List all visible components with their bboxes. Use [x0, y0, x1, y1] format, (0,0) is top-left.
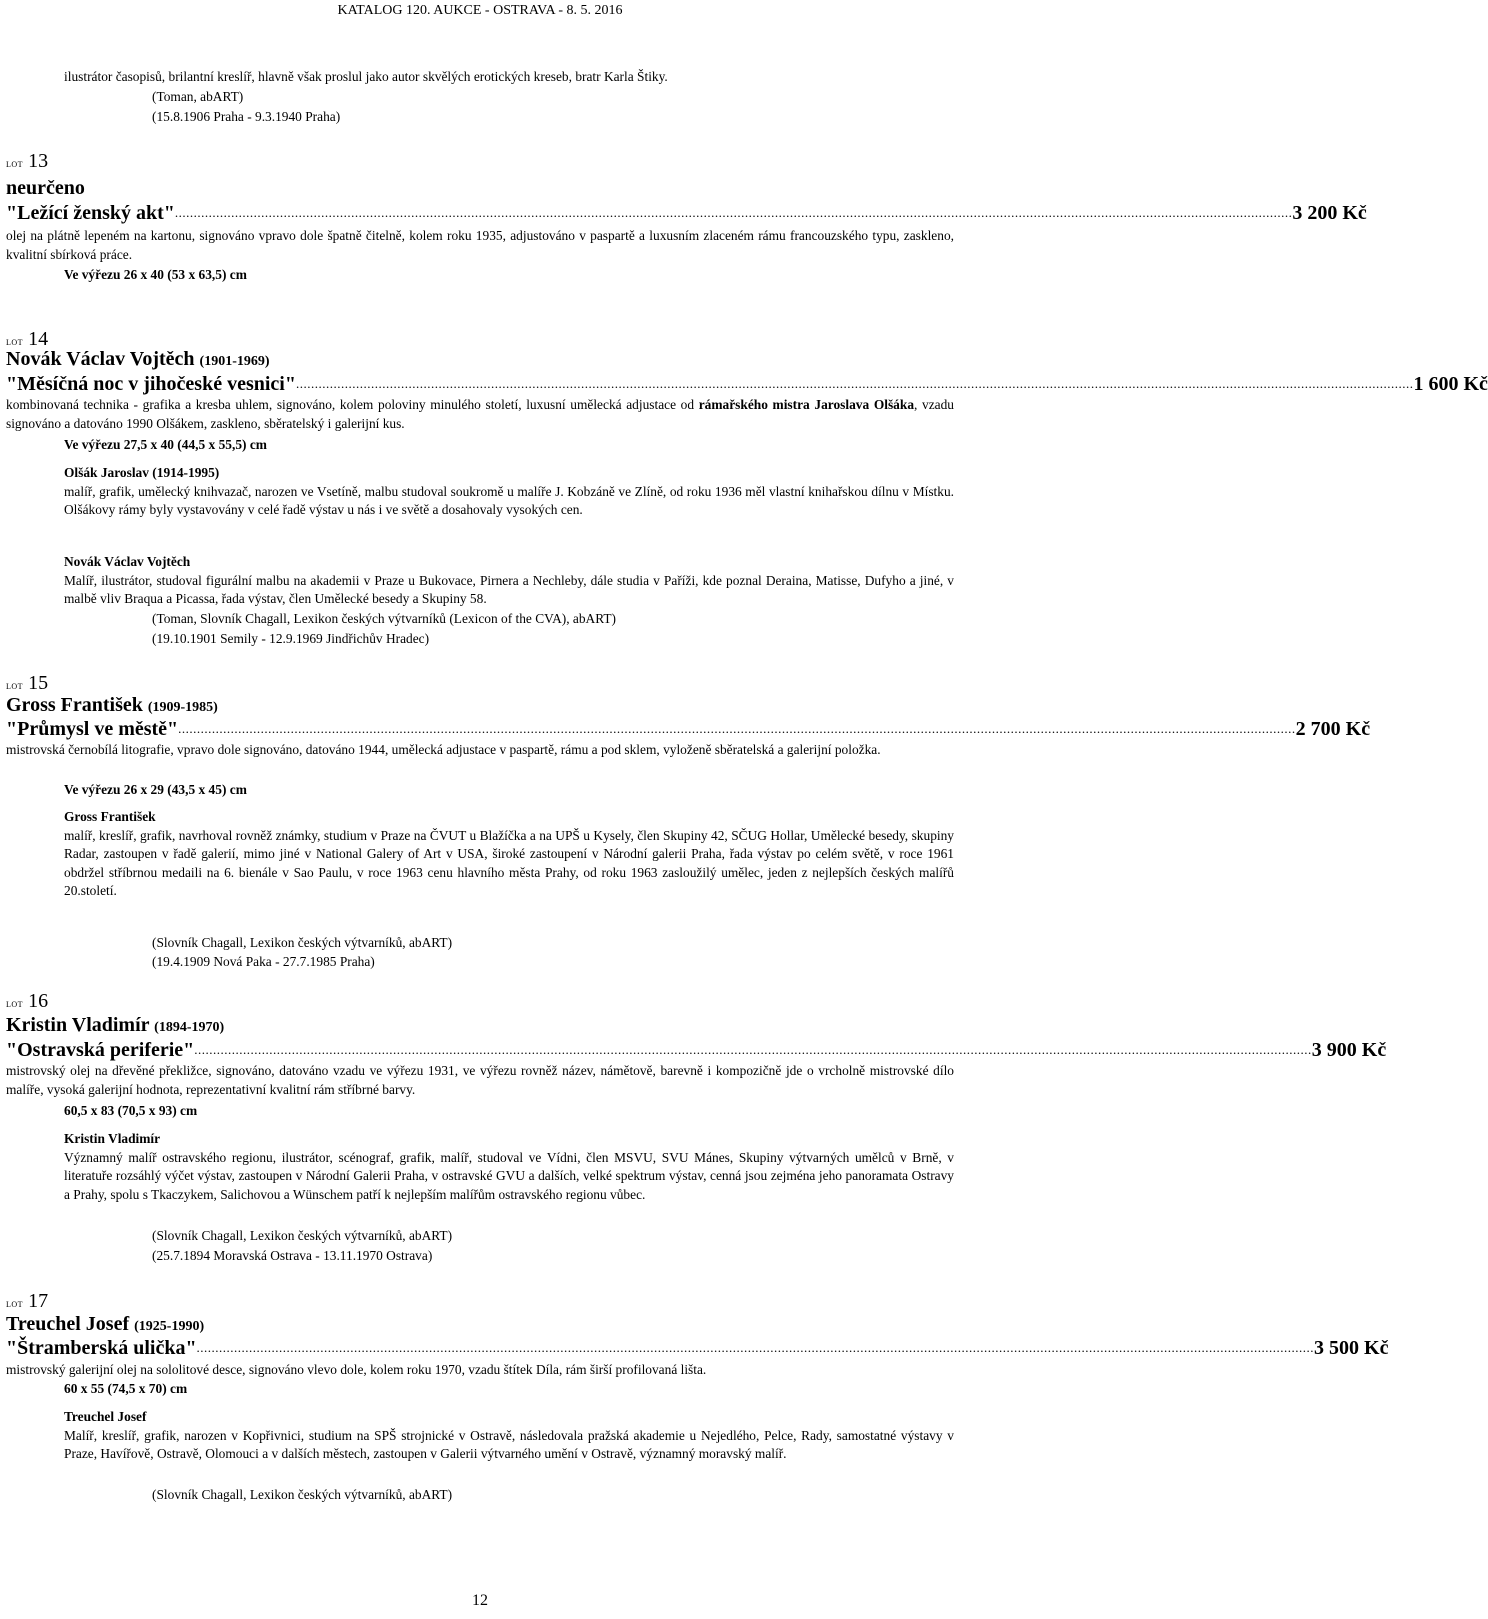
bio-name: Novák Václav Vojtěch: [64, 554, 191, 569]
lot-13-heading: [6, 150, 48, 176]
lot-17-artist: [6, 1313, 204, 1338]
artist-name: Gross František: [6, 694, 143, 716]
leader-dots: ..........................................................................................................................................................................................................................................................................................................: [295, 376, 1414, 391]
lot-title: "Průmysl ve městě": [6, 718, 179, 740]
lot-title: "Měsíčná noc v jihočeské vesnici": [6, 373, 296, 395]
lot-14-title-row: [6, 373, 1488, 395]
lot-16-reference: (Slovník Chagall, Lexikon českých výtvarníků, abART): [152, 1228, 453, 1243]
artist-name: Treuchel Josef: [6, 1313, 130, 1335]
description-text: kombinovaná technika - grafika a kresba uhlem, signováno, kolem poloviny minulého století, luxusní umělecká adjustace od: [6, 397, 699, 412]
bio-name: Treuchel Josef: [64, 1409, 147, 1424]
description-text: , vzadu signováno a datováno 1990 Olšákem, zaskleno, sběratelský i galerijní kus.: [6, 397, 954, 431]
lot-15-description: mistrovská černobílá litografie, vpravo dole signováno, datováno 1944, umělecká adjustace v paspartě, rámu a pod sklem, vyloženě sběratelská a galerijní položka.: [6, 742, 881, 757]
lot-16-title-row: [6, 1039, 1387, 1061]
lot-label: LOT: [6, 160, 24, 169]
lot-17-description: mistrovský galerijní olej na sololitové desce, signováno vlevo dole, kolem roku 1970, vzadu štítek Díla, rám širší profilovaná lišta.: [6, 1362, 707, 1377]
lot-14-description: [6, 396, 954, 433]
lot-14-bio-olsak: [64, 464, 954, 520]
leader-dots: ..........................................................................................................................................................................................................................................................................................................: [174, 205, 1293, 220]
intro-dates: (15.8.1906 Praha - 9.3.1940 Praha): [152, 109, 341, 124]
lot-14-dimensions: Ve výřezu 27,5 x 40 (44,5 x 55,5) cm: [64, 437, 267, 452]
lot-16-bio: [64, 1130, 954, 1204]
lot-16-artist: [6, 1014, 224, 1039]
bio-name: Kristin Vladimír: [64, 1131, 161, 1146]
lot-title: "Ležící ženský akt": [6, 202, 175, 224]
artist-years: (1925-1990): [134, 1319, 205, 1334]
lot-15-dimensions: Ve výřezu 26 x 29 (43,5 x 45) cm: [64, 782, 247, 797]
lot-16-dates: (25.7.1894 Moravská Ostrava - 13.11.1970 Ostrava): [152, 1248, 433, 1263]
lot-17-reference: (Slovník Chagall, Lexikon českých výtvarníků, abART): [152, 1487, 453, 1502]
bio-text: Malíř, ilustrátor, studoval figurální malbu na akademii v Praze u Bukovace, Pirnera a Nechleby, dále studia v Paříži, kde poznal Deraina, Matisse, Dufyho a jiné, v malbě vliv Braqua a Picassa, řada výstav, člen Umělecké besedy a Skupiny 58.: [64, 572, 954, 606]
lot-label: LOT: [6, 338, 24, 347]
lot-14-artist: [6, 348, 270, 373]
lot-title: "Štramberská ulička": [6, 1337, 197, 1359]
lot-13-dimensions: Ve výřezu 26 x 40 (53 x 63,5) cm: [64, 267, 247, 282]
artist-name: Kristin Vladimír: [6, 1014, 150, 1036]
bio-name: Gross František: [64, 809, 156, 824]
lot-16-dimensions: 60,5 x 83 (70,5 x 93) cm: [64, 1103, 198, 1118]
leader-dots: ..........................................................................................................................................................................................................................................................................................................: [196, 1340, 1315, 1355]
lot-price: 2 700 Kč: [1295, 718, 1371, 740]
bio-text: malíř, grafik, umělecký knihvazač, narozen ve Vsetíně, malbu studoval soukromě u malíře J. Kobzáně ve Zlíně, od roku 1936 měl vlastní knihařskou dílnu v Místku. Olšákovy rámy byly vystavovány v celé řadě výstav u nás i ve světě a dosahovaly vysokých cen.: [64, 483, 954, 517]
artist-years: (1901-1969): [199, 354, 270, 369]
lot-number: 13: [28, 150, 49, 172]
lot-title: "Ostravská periferie": [6, 1039, 195, 1061]
lot-15-title-row: [6, 718, 1371, 740]
lot-17-title-row: [6, 1337, 1389, 1359]
leader-dots: ..........................................................................................................................................................................................................................................................................................................: [178, 721, 1296, 736]
lot-14-dates: (19.10.1901 Semily - 12.9.1969 Jindřichův Hradec): [152, 631, 430, 646]
lot-17-dimensions: 60 x 55 (74,5 x 70) cm: [64, 1381, 188, 1396]
lot-15-bio: [64, 808, 954, 901]
description-bold: rámařského mistra Jaroslava Olšáka: [698, 397, 915, 412]
lot-15-reference: (Slovník Chagall, Lexikon českých výtvarníků, abART): [152, 935, 453, 950]
lot-number: 17: [28, 1290, 49, 1312]
bio-name: Olšák Jaroslav (1914-1995): [64, 465, 220, 480]
lot-price: 3 900 Kč: [1311, 1039, 1387, 1061]
artist-years: (1894-1970): [154, 1020, 225, 1035]
lot-label: LOT: [6, 682, 24, 691]
lot-17-bio: [64, 1408, 954, 1464]
lot-15-artist: [6, 694, 218, 719]
lot-13-artist: neurčeno: [6, 177, 85, 199]
intro-line: ilustrátor časopisů, brilantní kreslíř, hlavně však proslul jako autor skvělých erotických kreseb, bratr Karla Štiky.: [64, 69, 668, 84]
lot-number: 16: [28, 990, 49, 1012]
lot-number: 14: [28, 328, 49, 350]
lot-14-bio-novak: [64, 553, 954, 609]
lot-number: 15: [28, 672, 49, 694]
lot-label: LOT: [6, 1300, 24, 1309]
lot-15-dates: (19.4.1909 Nová Paka - 27.7.1985 Praha): [152, 954, 375, 969]
artist-name: Novák Václav Vojtěch: [6, 348, 195, 370]
lot-13-title-row: [6, 202, 1367, 224]
lot-13-description: olej na plátně lepeném na kartonu, signováno vpravo dole špatně čitelně, kolem roku 1935, adjustováno v paspartě a luxusním zlaceném rámu francouzského typu, zaskleno, kvalitní sbírková práce.: [6, 228, 954, 262]
bio-text: Významný malíř ostravského regionu, ilustrátor, scénograf, grafik, malíř, studoval ve Vídni, člen MSVU, SVU Mánes, Skupiny výtvarných umělců v Brně, v literatuře rozsáhlý výčet výstav, zastoupen v Národní Galerii Praha, v ostravské GVU a dalších, velké spektrum výstav, cenná jsou zejména jeho panoramata Ostravy a Prahy, spolu s Tkaczykem, Salichovou a Wünschem patří k nejlepším malířům ostravského regionu vůbec.: [64, 1149, 954, 1202]
lot-price: 3 500 Kč: [1314, 1337, 1389, 1359]
artist-years: (1909-1985): [147, 700, 218, 715]
catalog-header: KATALOG 120. AUKCE - OSTRAVA - 8. 5. 2016: [337, 3, 623, 18]
bio-text: malíř, kreslíř, grafik, navrhoval rovněž známky, studium v Praze na ČVUT u Blažíčka a na UPŠ u Kysely, člen Skupiny 42, SČUG Hollar, Umělecké besedy, skupiny Radar, zastoupen v řadě galerií, mimo jiné v National Galery of Art v USA, široké zastoupení v Národní galerii Praha, řada výstav po celém světě, v roce 1961 obdržel stříbrnou medaili na 6. bienále v Sao Paulu, v roce 1963 cenu hlavního města Prahy, od roku 1963 zasloužilý umělec, jeden z nejlepších českých malířů 20.století.: [64, 827, 954, 898]
lot-16-description: mistrovský olej na dřevěné překližce, signováno, datováno vzadu ve výřezu 1931, ve výřezu rovněž název, námětově, barevně i kompozičně jde o vrcholně mistrovské dílo malíře, vysoká galerijní hodnota, reprezentativní kvalitní rám stříbrné barvy.: [6, 1063, 954, 1097]
lot-price: 3 200 Kč: [1292, 202, 1367, 224]
lot-price: 1 600 Kč: [1413, 373, 1488, 395]
lot-label: LOT: [6, 1000, 24, 1009]
intro-reference: (Toman, abART): [152, 89, 244, 104]
page-number: 12: [472, 1592, 488, 1609]
leader-dots: ..........................................................................................................................................................................................................................................................................................................: [194, 1042, 1312, 1057]
lot-14-reference: (Toman, Slovník Chagall, Lexikon českých výtvarníků (Lexicon of the CVA), abART): [152, 611, 616, 626]
bio-text: Malíř, kreslíř, grafik, narozen v Kopřivnici, studium na SPŠ strojnické v Ostravě, následovala pražská akademie u Nejedlého, Pelce, Rady, samostatné výstavy v Praze, Havířově, Ostravě, Olomouci a v dalších městech, zastoupen v Galerii výtvarného umění v Ostravě, významný moravský malíř.: [64, 1427, 954, 1461]
lot-16-heading: [6, 990, 48, 1016]
